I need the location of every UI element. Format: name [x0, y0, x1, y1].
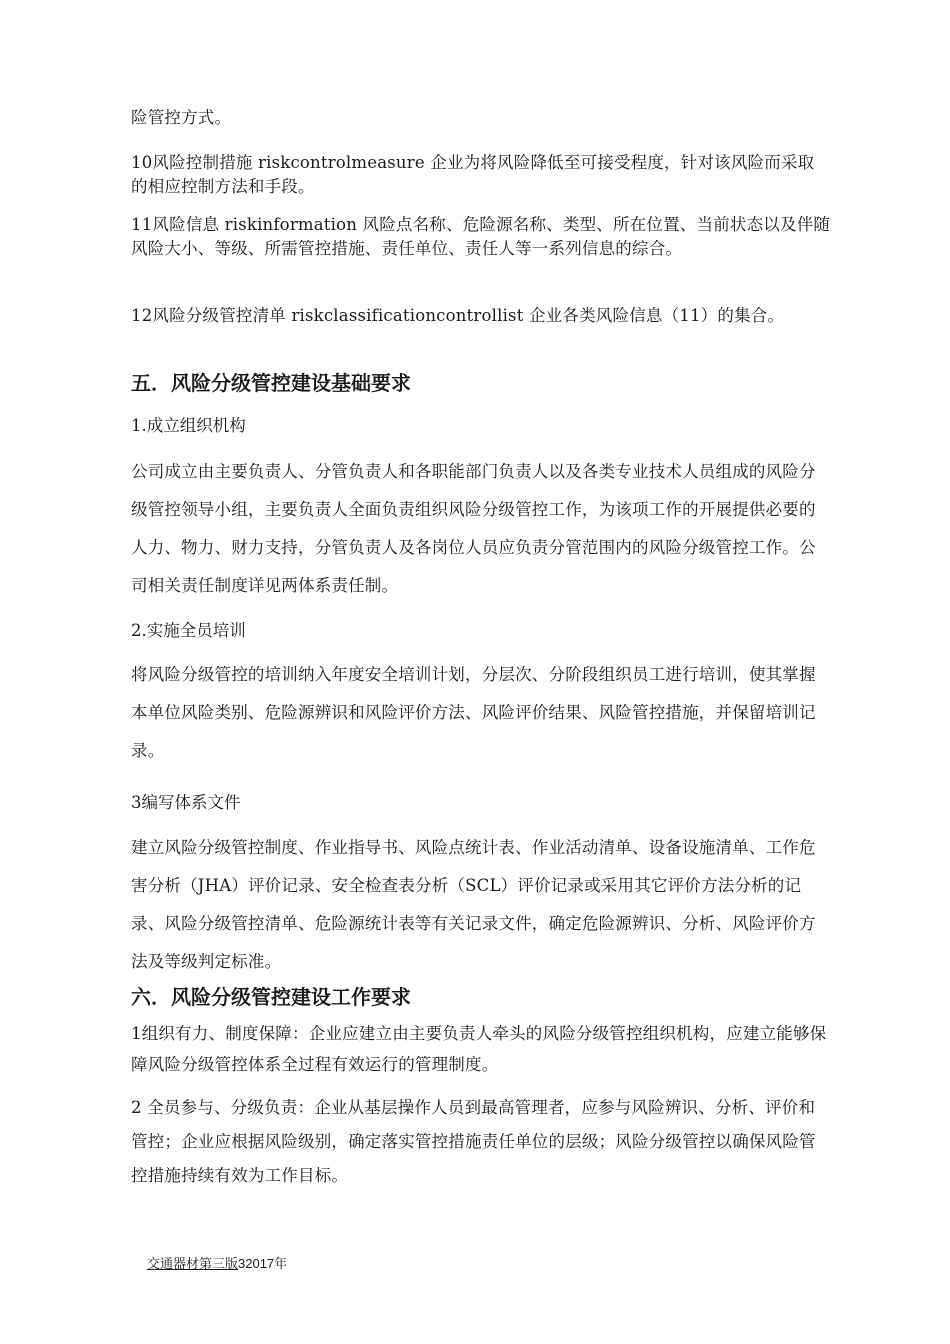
section-5-item-1-body: 公司成立由主要负责人、分管负责人和各职能部门负责人以及各类专业技术人员组成的风险分级管控领导小组，主要负责人全面负责组织风险分级管控工作，为该项工作的开展提供必要的人力、物力、财力支持，分管负责人及各岗位人员应负责分管范围内的风险分级管控工作。公司相关责任制度详见两体系责任制。	[131, 462, 816, 595]
section-5-item-2-title: 2.实施全员培训	[131, 621, 246, 640]
section-6-item-2: 2 全员参与、分级负责：企业从基层操作人员到最高管理者，应参与风险辨识、分析、评价和管控；企业应根据风险级别，确定落实管控措施责任单位的层级；风险分级管控以确保风险管控措施持续有效为工作目标。	[131, 1098, 816, 1185]
definition-10: 10风险控制措施 riskcontrolmeasure 企业为将风险降低至可接受程度，针对该风险而采取的相应控制方法和手段。	[131, 153, 815, 196]
section-6-item-1: 1组织有力、制度保障：企业应建立由主要负责人牵头的风险分级管控组织机构，应建立能够保障风险分级管控体系全过程有效运行的管理制度。	[131, 1024, 827, 1074]
page-footer	[147, 1255, 287, 1273]
section-5-item-2-body: 将风险分级管控的培训纳入年度安全培训计划，分层次、分阶段组织员工进行培训，使其掌握本单位风险类别、危险源辨识和风险评价方法、风险评价结果、风险管控措施，并保留培训记录。	[131, 665, 816, 760]
footer-text: 32017年	[238, 1256, 288, 1271]
footer-underlined-text: 交通器材第三版	[147, 1256, 239, 1271]
definition-12: 12风险分级管控清单 riskclassificationcontrollist 企业各类风险信息（11）的集合。	[131, 306, 785, 325]
section-5-item-3-body: 建立风险分级管控制度、作业指导书、风险点统计表、作业活动清单、设备设施清单、工作危害分析（JHA）评价记录、安全检查表分析（SCL）评价记录或采用其它评价方法分析的记录、风险分级管控清单、危险源统计表等有关记录文件，确定危险源辨识、分析、风险评价方法及等级判定标准。	[131, 838, 816, 971]
definition-11: 11风险信息 riskinformation 风险点名称、危险源名称、类型、所在位置、当前状态以及伴随风险大小、等级、所需管控措施、责任单位、责任人等一系列信息的综合。	[131, 215, 831, 258]
section-5-heading: 五．风险分级管控建设基础要求	[131, 371, 411, 395]
top-fragment: 险管控方式。	[131, 108, 232, 127]
section-6-heading: 六．风险分级管控建设工作要求	[131, 985, 411, 1009]
section-5-item-1-title: 1.成立组织机构	[131, 416, 246, 435]
section-5-item-3-title: 3编写体系文件	[131, 793, 241, 812]
